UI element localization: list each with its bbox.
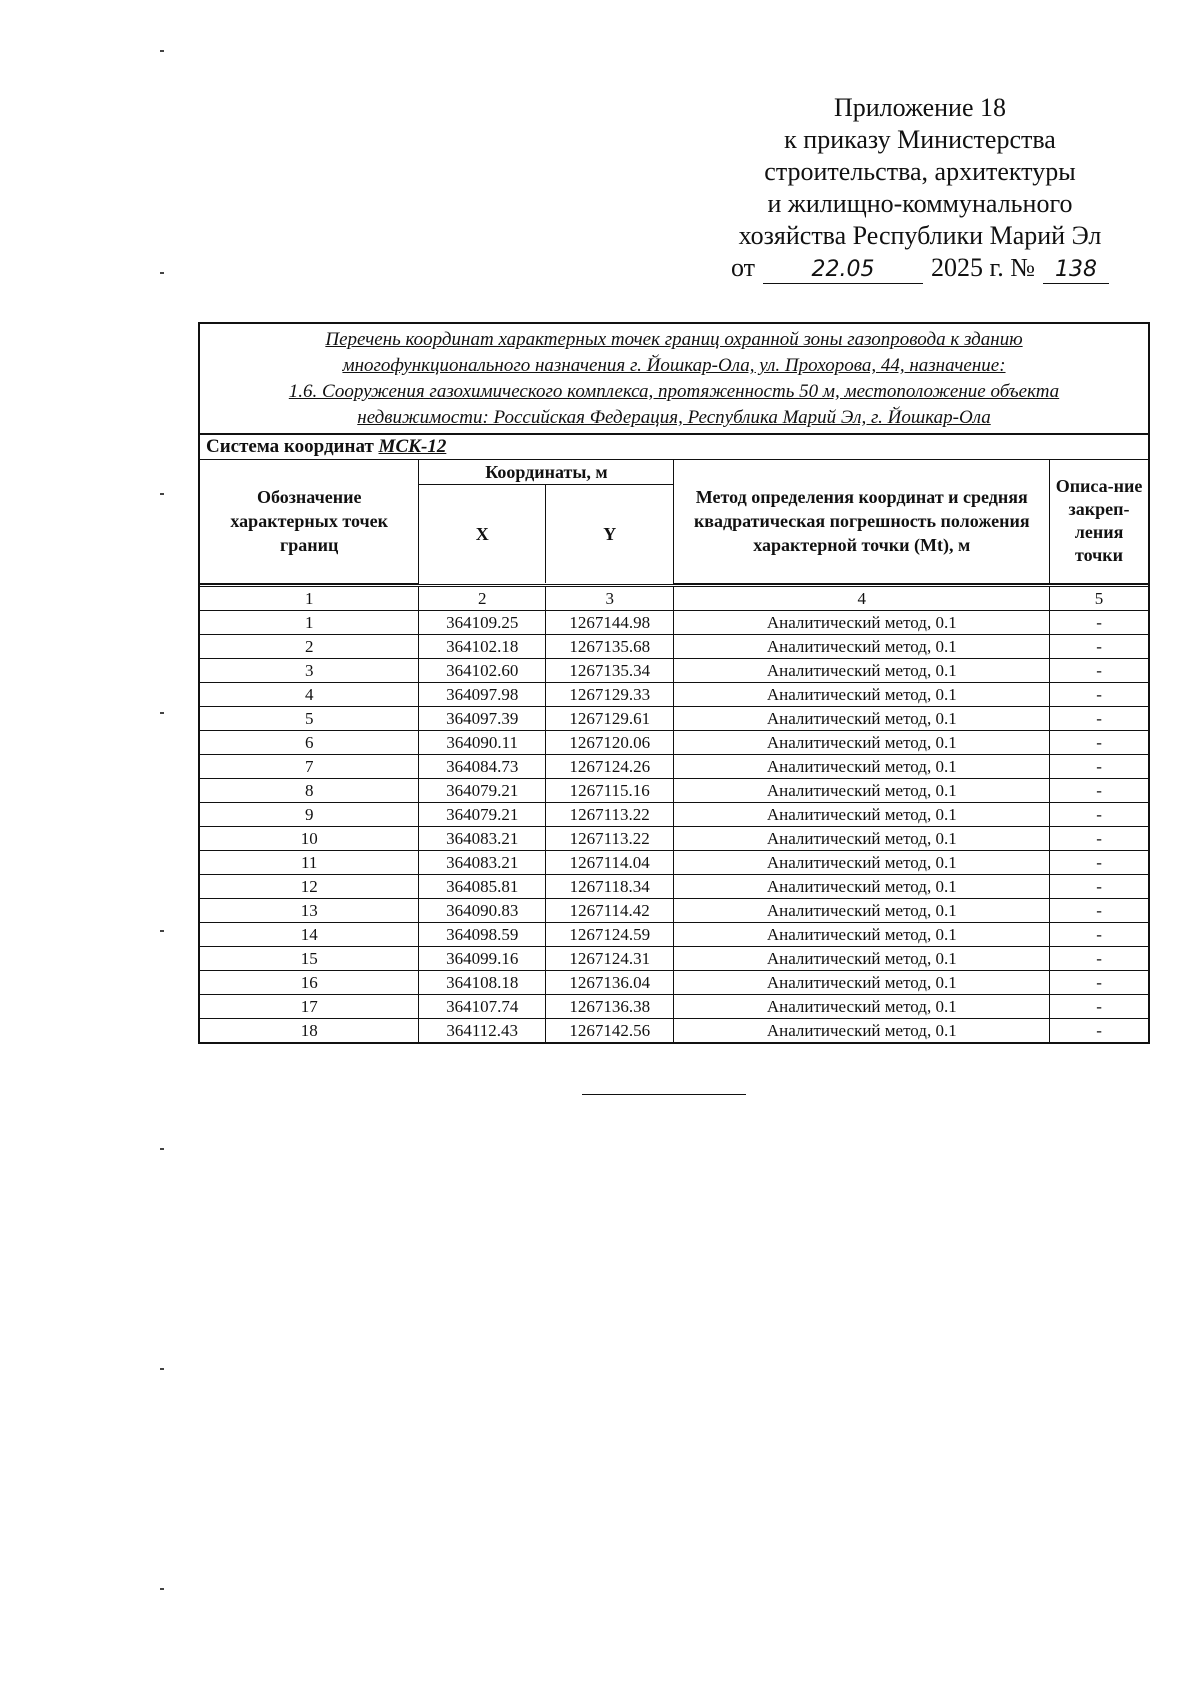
year-number-label: 2025 г. № — [930, 253, 1036, 282]
coordinate-system-label: Система координат — [206, 436, 374, 457]
table-cell: 364099.16 — [419, 946, 546, 970]
table-cell: - — [1050, 922, 1148, 946]
table-cell: - — [1050, 802, 1148, 826]
table-cell: 364102.18 — [419, 634, 546, 658]
table-cell: - — [1050, 730, 1148, 754]
table-row — [200, 1018, 1148, 1042]
table-cell: - — [1050, 1018, 1148, 1042]
table-cell: - — [1050, 778, 1148, 802]
table-cell: 1267114.04 — [545, 850, 674, 874]
table-row — [200, 658, 1148, 682]
date-prefix: от — [730, 253, 755, 282]
table-row — [200, 826, 1148, 850]
table-row — [200, 946, 1148, 970]
scan-mark — [160, 493, 164, 495]
table-cell: Аналитический метод, 0.1 — [674, 898, 1050, 922]
table-cell: Аналитический метод, 0.1 — [674, 826, 1050, 850]
table-cell: 1267118.34 — [545, 874, 674, 898]
appendix-header — [690, 92, 1150, 284]
header-y: Y — [545, 485, 674, 584]
header-coords: Координаты, м — [419, 460, 674, 485]
appendix-line: хозяйства Республики Марий Эл — [738, 221, 1102, 250]
table-row — [200, 874, 1148, 898]
appendix-line: и жилищно-коммунального — [767, 189, 1073, 218]
table-cell: 16 — [200, 970, 419, 994]
table-cell: - — [1050, 898, 1148, 922]
table-cell: - — [1050, 970, 1148, 994]
table-cell: - — [1050, 634, 1148, 658]
table-cell: 6 — [200, 730, 419, 754]
coordinate-system-row — [200, 435, 1148, 460]
table-cell: 1267144.98 — [545, 610, 674, 634]
table-cell: 2 — [200, 634, 419, 658]
table-cell: - — [1050, 682, 1148, 706]
table-title-line: многофункционального назначения г. Йошкар-Ола, ул. Прохорова, 44, назначение: — [342, 355, 1006, 376]
table-cell: 1267113.22 — [545, 802, 674, 826]
table-cell: 1267124.31 — [545, 946, 674, 970]
order-date-line — [690, 252, 1150, 284]
column-number: 4 — [674, 585, 1050, 610]
scan-mark — [160, 712, 164, 714]
table-cell: 1267124.59 — [545, 922, 674, 946]
scan-mark — [160, 1588, 164, 1590]
table-cell: 364097.98 — [419, 682, 546, 706]
table-cell: 364097.39 — [419, 706, 546, 730]
table-cell: Аналитический метод, 0.1 — [674, 850, 1050, 874]
table-cell: Аналитический метод, 0.1 — [674, 874, 1050, 898]
scan-mark — [160, 1148, 164, 1150]
scan-mark — [160, 272, 164, 274]
table-cell: 18 — [200, 1018, 419, 1042]
appendix-line: строительства, архитектуры — [764, 157, 1076, 186]
column-number: 1 — [200, 585, 419, 610]
table-cell: 3 — [200, 658, 419, 682]
table-cell: - — [1050, 610, 1148, 634]
table-row — [200, 850, 1148, 874]
table-row — [200, 898, 1148, 922]
column-number: 2 — [419, 585, 546, 610]
table-cell: 11 — [200, 850, 419, 874]
table-cell: 12 — [200, 874, 419, 898]
table-cell: Аналитический метод, 0.1 — [674, 754, 1050, 778]
table-body — [200, 584, 1148, 1042]
table-cell: 13 — [200, 898, 419, 922]
header-point: Обозначение характерных точек границ — [200, 460, 419, 583]
table-cell: 4 — [200, 682, 419, 706]
table-cell: 364098.59 — [419, 922, 546, 946]
table-cell: Аналитический метод, 0.1 — [674, 634, 1050, 658]
appendix-line: Приложение 18 — [833, 93, 1007, 122]
column-number: 5 — [1050, 585, 1148, 610]
table-cell: 1267136.38 — [545, 994, 674, 1018]
column-number: 3 — [545, 585, 674, 610]
table-title-line: 1.6. Сооружения газохимического комплекса, протяженность 50 м, местоположение объекта — [288, 381, 1060, 402]
table-cell: Аналитический метод, 0.1 — [674, 922, 1050, 946]
table-cell: 364112.43 — [419, 1018, 546, 1042]
table-row — [200, 802, 1148, 826]
scan-mark — [160, 1368, 164, 1370]
table-row — [200, 778, 1148, 802]
table-cell: 5 — [200, 706, 419, 730]
table-row — [200, 634, 1148, 658]
table-cell: Аналитический метод, 0.1 — [674, 610, 1050, 634]
header-x: X — [419, 485, 546, 584]
column-number-row — [200, 585, 1148, 610]
table-row — [200, 706, 1148, 730]
table-cell: - — [1050, 946, 1148, 970]
table-header — [200, 460, 1148, 584]
table-cell: Аналитический метод, 0.1 — [674, 778, 1050, 802]
scan-mark — [160, 50, 164, 52]
table-cell: Аналитический метод, 0.1 — [674, 658, 1050, 682]
table-cell: Аналитический метод, 0.1 — [674, 970, 1050, 994]
table-cell: 1267113.22 — [545, 826, 674, 850]
table-title — [200, 324, 1148, 435]
table-cell: Аналитический метод, 0.1 — [674, 706, 1050, 730]
table-title-line: Перечень координат характерных точек границ охранной зоны газопровода к зданию — [325, 329, 1023, 350]
table-cell: 364085.81 — [419, 874, 546, 898]
scan-mark — [160, 930, 164, 932]
table-cell: 364090.11 — [419, 730, 546, 754]
handwritten-order-number: 138 — [1043, 257, 1109, 284]
header-description: Описа-ние закреп-ления точки — [1050, 460, 1148, 583]
table-cell: 8 — [200, 778, 419, 802]
table-cell: - — [1050, 658, 1148, 682]
table-cell: 7 — [200, 754, 419, 778]
table-cell: Аналитический метод, 0.1 — [674, 802, 1050, 826]
table-cell: - — [1050, 850, 1148, 874]
table-cell: 1267135.68 — [545, 634, 674, 658]
table-row — [200, 970, 1148, 994]
table-cell: - — [1050, 826, 1148, 850]
table-cell: - — [1050, 994, 1148, 1018]
table-cell: 1 — [200, 610, 419, 634]
table-cell: 9 — [200, 802, 419, 826]
table-cell: 1267142.56 — [545, 1018, 674, 1042]
handwritten-date: 22.05 — [763, 257, 923, 284]
table-cell: 364090.83 — [419, 898, 546, 922]
table-cell: 364079.21 — [419, 802, 546, 826]
end-divider — [582, 1094, 746, 1095]
table-cell: 364108.18 — [419, 970, 546, 994]
table-cell: 364079.21 — [419, 778, 546, 802]
table-cell: 364084.73 — [419, 754, 546, 778]
header-method: Метод определения координат и средняя квадратическая погрешность положения характерной точки (Mt), м — [674, 460, 1050, 583]
table-cell: 1267124.26 — [545, 754, 674, 778]
table-row — [200, 610, 1148, 634]
table-cell: - — [1050, 874, 1148, 898]
table-cell: Аналитический метод, 0.1 — [674, 682, 1050, 706]
table-cell: 1267129.33 — [545, 682, 674, 706]
coordinate-system-value: МСК-12 — [378, 436, 447, 457]
table-cell: 10 — [200, 826, 419, 850]
table-row — [200, 754, 1148, 778]
table-cell: 364107.74 — [419, 994, 546, 1018]
table-row — [200, 682, 1148, 706]
table-cell: 1267114.42 — [545, 898, 674, 922]
table-cell: - — [1050, 754, 1148, 778]
table-row — [200, 994, 1148, 1018]
table-cell: 364083.21 — [419, 826, 546, 850]
table-cell: 17 — [200, 994, 419, 1018]
table-cell: 364083.21 — [419, 850, 546, 874]
table-cell: Аналитический метод, 0.1 — [674, 946, 1050, 970]
coordinates-table — [198, 322, 1150, 1044]
table-cell: 1267115.16 — [545, 778, 674, 802]
table-cell: 364109.25 — [419, 610, 546, 634]
table-row — [200, 730, 1148, 754]
table-cell: 14 — [200, 922, 419, 946]
table-cell: 1267120.06 — [545, 730, 674, 754]
table-row — [200, 922, 1148, 946]
table-cell: 1267129.61 — [545, 706, 674, 730]
table-cell: Аналитический метод, 0.1 — [674, 1018, 1050, 1042]
table-title-line: недвижимости: Российская Федерация, Республика Марий Эл, г. Йошкар-Ола — [357, 407, 991, 428]
table-cell: 364102.60 — [419, 658, 546, 682]
table-cell: 1267136.04 — [545, 970, 674, 994]
appendix-line: к приказу Министерства — [784, 125, 1056, 154]
table-cell: 1267135.34 — [545, 658, 674, 682]
table-cell: 15 — [200, 946, 419, 970]
table-cell: Аналитический метод, 0.1 — [674, 994, 1050, 1018]
table-cell: - — [1050, 706, 1148, 730]
table-cell: Аналитический метод, 0.1 — [674, 730, 1050, 754]
